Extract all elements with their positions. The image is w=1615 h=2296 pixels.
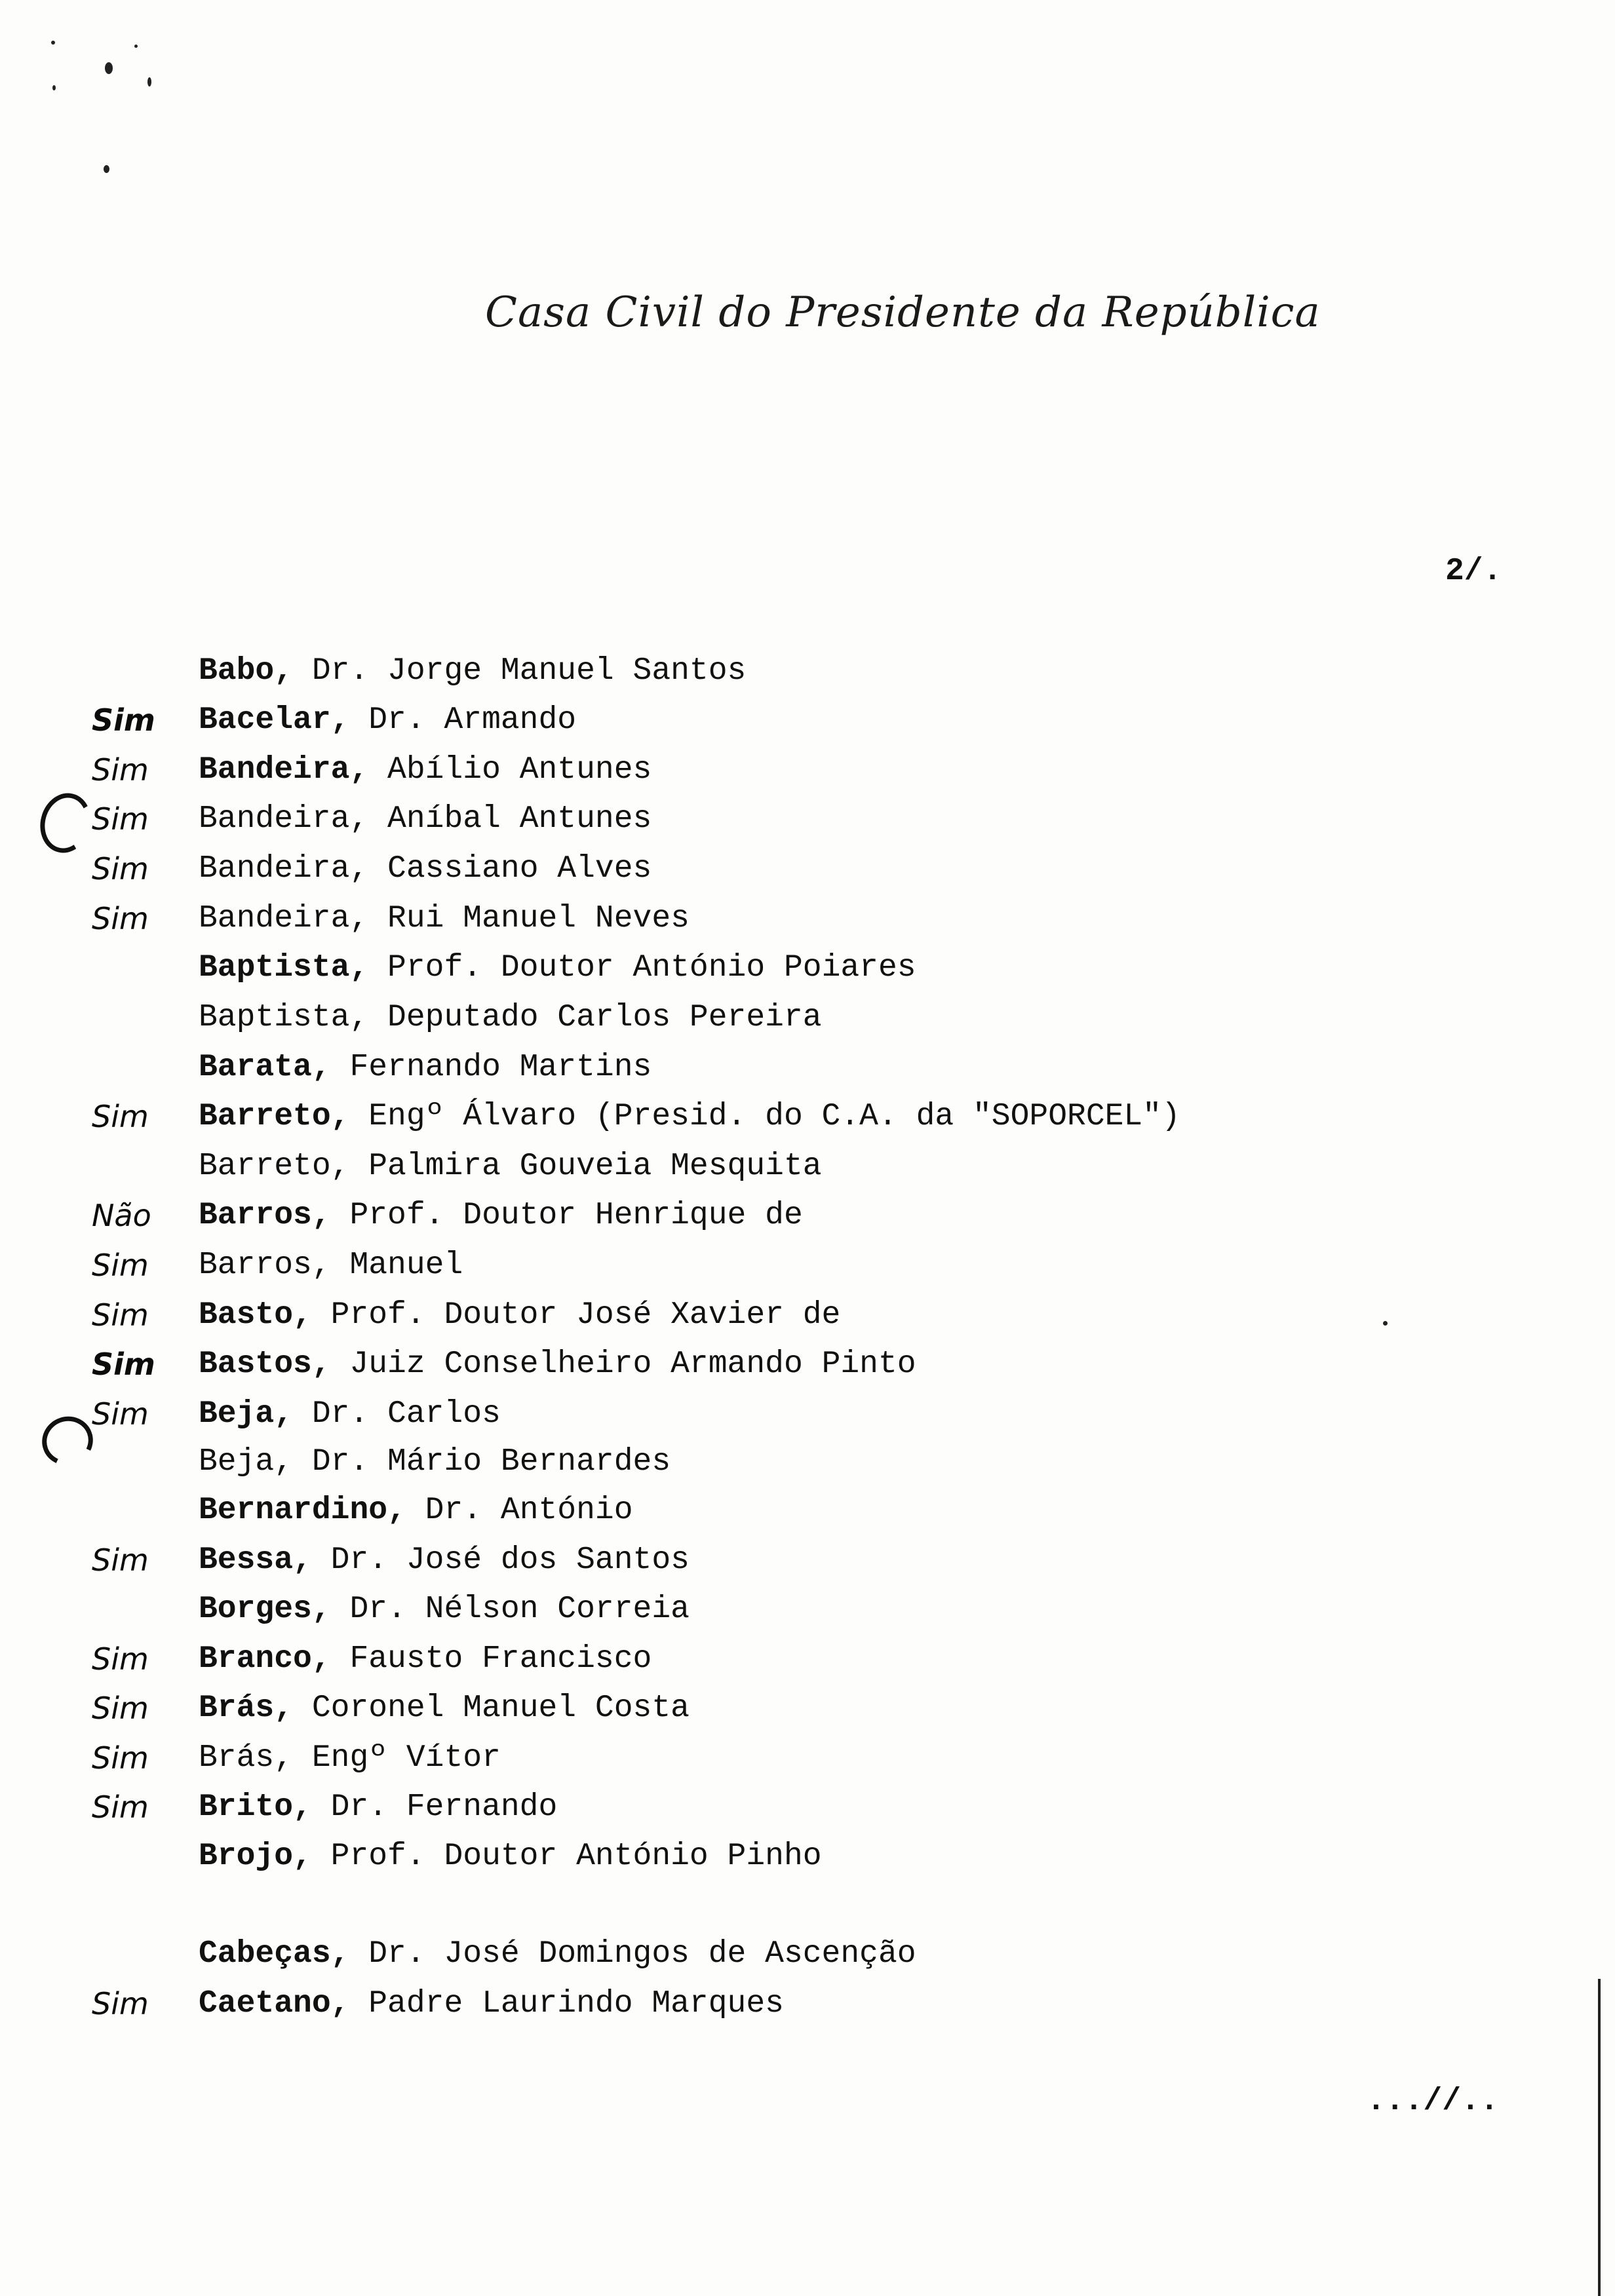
handwritten-mark: Sim xyxy=(92,1248,149,1283)
entry-details: Aníbal Antunes xyxy=(368,801,652,837)
list-item xyxy=(0,1638,1376,1680)
handwritten-mark: Sim xyxy=(92,851,149,887)
handwritten-mark: Sim xyxy=(92,901,149,936)
handwritten-mark: Sim xyxy=(92,1641,149,1677)
list-item xyxy=(0,1244,1376,1286)
entry-details: Fausto Francisco xyxy=(330,1641,652,1677)
entry-name xyxy=(199,1441,671,1483)
list-item xyxy=(0,1737,1376,1779)
entry-name xyxy=(199,898,690,940)
entry-surname: Bandeira, xyxy=(199,752,369,788)
entry-name xyxy=(199,1835,822,1877)
entry-surname: Babo, xyxy=(199,653,294,689)
handwritten-mark xyxy=(92,1046,197,1088)
entry-name xyxy=(199,1638,652,1680)
entry-details: Prof. Doutor António Poiares xyxy=(368,950,916,985)
entry-details: Dr. Nélson Correia xyxy=(330,1592,690,1627)
entry-details: Manuel xyxy=(330,1248,463,1283)
entry-details: Coronel Manuel Costa xyxy=(293,1691,690,1726)
entry-surname: Barros, xyxy=(199,1248,331,1283)
entry-details: Engº Vítor xyxy=(293,1740,501,1776)
entry-name xyxy=(199,1786,557,1828)
scan-edge-line xyxy=(1598,1979,1601,2296)
handwritten-mark xyxy=(92,947,197,989)
entry-surname: Baptista, xyxy=(199,950,369,985)
entry-name xyxy=(199,1687,690,1729)
entry-details: Dr. Carlos xyxy=(293,1396,501,1432)
entry-surname: Bandeira, xyxy=(199,901,369,936)
handwritten-mark: Sim xyxy=(92,1986,149,2021)
entry-surname: Bessa, xyxy=(199,1542,312,1578)
entry-details: Dr. Jorge Manuel Santos xyxy=(293,653,747,689)
entry-surname: Bastos, xyxy=(199,1347,331,1382)
ink-speck xyxy=(52,85,56,90)
handwritten-mark: Sim xyxy=(92,1542,149,1578)
entry-details: Prof. Doutor Henrique de xyxy=(330,1198,803,1233)
entry-surname: Brito, xyxy=(199,1789,312,1825)
entry-name xyxy=(199,1145,822,1187)
ink-speck xyxy=(1383,1321,1388,1326)
list-item xyxy=(0,1835,1376,1877)
entry-details: Deputado Carlos Pereira xyxy=(368,1000,822,1035)
entry-surname: Cabeças, xyxy=(199,1936,350,1972)
entry-surname: Brojo, xyxy=(199,1839,312,1874)
entry-surname: Bandeira, xyxy=(199,851,369,887)
handwritten-mark: Sim xyxy=(92,801,149,837)
entry-surname: Branco, xyxy=(199,1641,331,1677)
entry-surname: Bandeira, xyxy=(199,801,369,837)
handwritten-mark: Sim xyxy=(92,1297,149,1333)
handwritten-mark: Sim xyxy=(92,702,155,738)
handwritten-mark: Sim xyxy=(92,1691,149,1726)
entry-details: Engº Álvaro (Presid. do C.A. da "SOPORCEL") xyxy=(349,1099,1180,1134)
handwritten-mark xyxy=(92,650,197,692)
entry-surname: Beja, xyxy=(199,1444,294,1480)
list-item xyxy=(0,749,1376,791)
entry-details: Prof. Doutor José Xavier de xyxy=(311,1297,841,1333)
entry-name xyxy=(199,947,916,989)
entry-details: Dr. Fernando xyxy=(311,1789,558,1825)
entry-surname: Beja, xyxy=(199,1396,294,1432)
letterhead: Casa Civil do Presidente da República xyxy=(485,288,1321,337)
entry-name xyxy=(199,1244,463,1286)
page-number: 2/. xyxy=(1445,554,1502,589)
ink-speck xyxy=(134,45,138,48)
entry-details: Dr. Mário Bernardes xyxy=(293,1444,671,1480)
entry-name xyxy=(199,1294,840,1336)
entry-name xyxy=(199,798,652,840)
continuation-mark: ...//.. xyxy=(1367,2084,1499,2119)
list-item xyxy=(0,1046,1376,1088)
entry-surname: Barros, xyxy=(199,1198,331,1233)
list-item xyxy=(0,1441,1376,1483)
entry-details: Juiz Conselheiro Armando Pinto xyxy=(330,1347,916,1382)
ink-speck xyxy=(51,41,55,45)
list-item xyxy=(0,997,1376,1039)
entry-name xyxy=(199,699,576,741)
handwritten-mark xyxy=(92,1441,197,1483)
list-item xyxy=(0,1933,1376,1975)
list-item xyxy=(0,1687,1376,1729)
ink-speck xyxy=(105,62,113,74)
entry-surname: Bacelar, xyxy=(199,702,350,738)
list-item xyxy=(0,650,1376,692)
list-item xyxy=(0,1343,1376,1385)
list-item xyxy=(0,1393,1376,1435)
handwritten-mark: Sim xyxy=(92,752,149,788)
entry-surname: Basto, xyxy=(199,1297,312,1333)
entry-name xyxy=(199,997,822,1039)
ink-speck xyxy=(104,165,109,173)
list-item xyxy=(0,1195,1376,1236)
entry-details: Cassiano Alves xyxy=(368,851,652,887)
handwritten-mark: Sim xyxy=(92,1740,149,1776)
entry-name xyxy=(199,650,746,692)
handwritten-mark xyxy=(92,1145,197,1187)
entry-details: Prof. Doutor António Pinho xyxy=(311,1839,822,1874)
list-item xyxy=(0,1489,1376,1531)
entry-name xyxy=(199,1096,1180,1138)
handwritten-mark xyxy=(92,1933,197,1975)
entry-details: Dr. Armando xyxy=(349,702,577,738)
entry-details: Rui Manuel Neves xyxy=(368,901,690,936)
entry-surname: Brás, xyxy=(199,1691,294,1726)
entry-name xyxy=(199,1393,501,1435)
list-item xyxy=(0,1294,1376,1336)
entry-surname: Barata, xyxy=(199,1050,331,1085)
list-item xyxy=(0,1983,1376,2025)
list-item xyxy=(0,1096,1376,1138)
entry-name xyxy=(199,1343,916,1385)
entry-name xyxy=(199,1489,633,1531)
entry-details: Dr. José dos Santos xyxy=(311,1542,690,1578)
ink-speck xyxy=(147,77,151,86)
entry-name xyxy=(199,1195,803,1236)
list-item xyxy=(0,1145,1376,1187)
list-item xyxy=(0,699,1376,741)
list-item xyxy=(0,1588,1376,1630)
entry-name xyxy=(199,848,652,890)
entry-name xyxy=(199,1046,652,1088)
entry-name xyxy=(199,1539,690,1581)
entry-surname: Barreto, xyxy=(199,1149,350,1184)
list-item xyxy=(0,848,1376,890)
list-item xyxy=(0,898,1376,940)
entry-name xyxy=(199,1737,501,1779)
entry-surname: Borges, xyxy=(199,1592,331,1627)
entry-surname: Brás, xyxy=(199,1740,294,1776)
entry-name xyxy=(199,1933,916,1975)
handwritten-mark: Sim xyxy=(92,1099,149,1134)
list-item xyxy=(0,798,1376,840)
entry-details: Fernando Martins xyxy=(330,1050,652,1085)
list-item xyxy=(0,947,1376,989)
handwritten-mark xyxy=(92,1489,197,1531)
entry-details: Palmira Gouveia Mesquita xyxy=(349,1149,822,1184)
entry-surname: Bernardino, xyxy=(199,1493,406,1528)
entry-surname: Caetano, xyxy=(199,1986,350,2021)
entry-details: Abílio Antunes xyxy=(368,752,652,788)
entry-name xyxy=(199,749,652,791)
list-item xyxy=(0,1539,1376,1581)
entry-details: Padre Laurindo Marques xyxy=(349,1986,784,2021)
entry-name xyxy=(199,1588,690,1630)
handwritten-mark: Sim xyxy=(92,1347,155,1382)
handwritten-mark: Não xyxy=(92,1198,151,1233)
handwritten-mark xyxy=(92,997,197,1039)
handwritten-mark xyxy=(92,1835,197,1877)
handwritten-mark: Sim xyxy=(92,1396,149,1432)
entry-details: Dr. António xyxy=(406,1493,633,1528)
handwritten-mark xyxy=(92,1588,197,1630)
entry-name xyxy=(199,1983,784,2025)
entry-surname: Barreto, xyxy=(199,1099,350,1134)
list-item xyxy=(0,1786,1376,1828)
entry-details: Dr. José Domingos de Ascenção xyxy=(349,1936,916,1972)
entry-surname: Baptista, xyxy=(199,1000,369,1035)
handwritten-mark: Sim xyxy=(92,1789,149,1825)
